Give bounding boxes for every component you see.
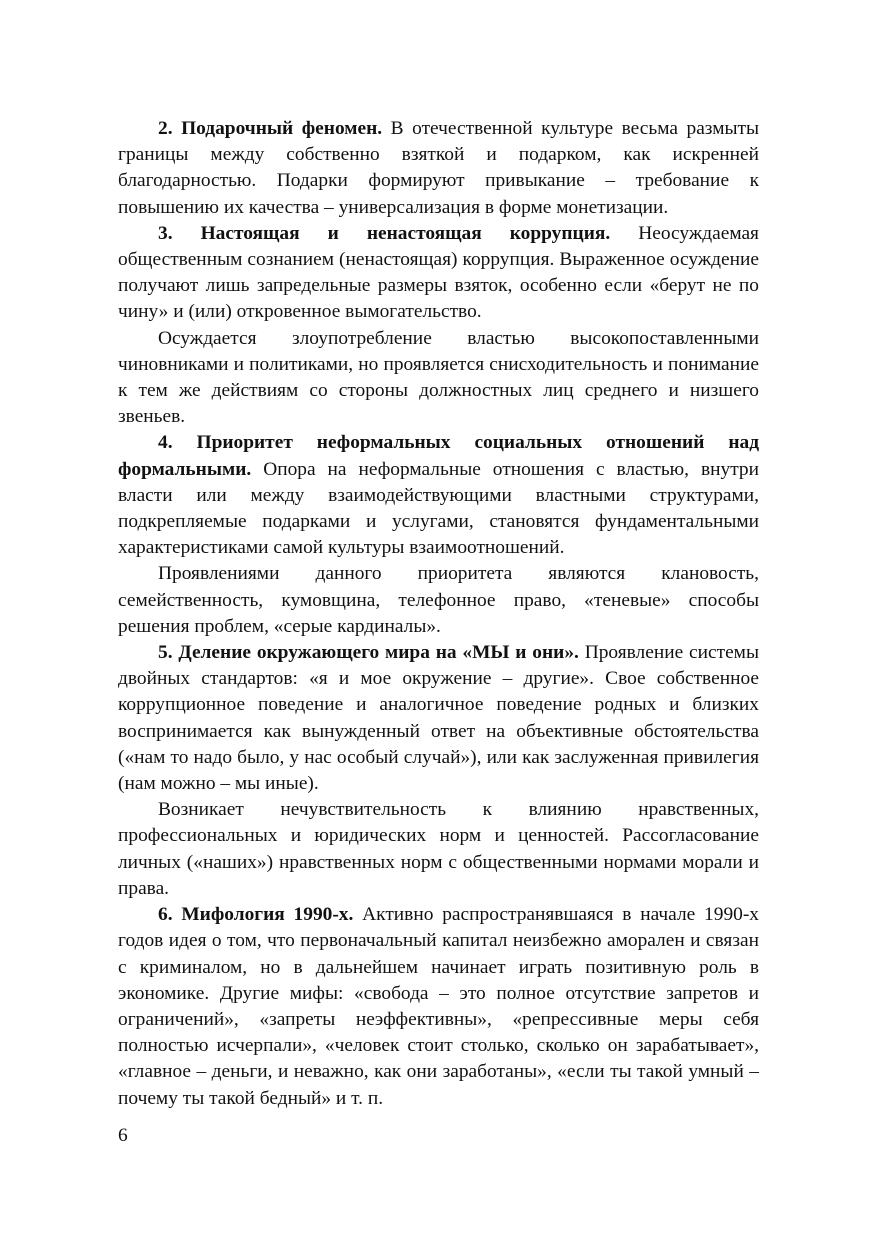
paragraph-informal-relations [118,430,759,561]
paragraph-heading: 6. Мифология 1990-х. [158,904,354,926]
paragraph-us-and-them [118,640,759,797]
paragraph-heading: 2. Подарочный феномен. [158,118,383,139]
paragraph-clan-manifestations [118,561,759,640]
paragraph-heading: 3. Настоящая и ненастоящая коррупция. [158,222,611,244]
page-body [118,116,759,1112]
paragraph-gift-phenomenon [118,116,759,221]
paragraph-text: Неосуждаемая общественным сознанием (ненастоящая) коррупция. Выраженное осуждение получают лишь запредельные размеры взяток, особенно если «берут не по чину» и (или) откровенное вымогательство. [118,222,759,323]
paragraph-text: Проявление системы двойных стандартов: «я и мое окружение – другие». Свое собственное коррупционное поведение и аналогичное поведение родных и близких воспринимается как вынужденный ответ на объективные обстоятельства («нам то надо было, у нас особый случай»), или как заслуженная привилегия (нам можно – мы иные). [118,642,759,795]
paragraph-real-corruption [118,221,759,326]
paragraph-abuse-of-power [118,326,759,431]
paragraph-insensitivity [118,797,759,902]
paragraph-text: Опора на неформальные отношения с властью, внутри власти или между взаимодействующими властными структурами, подкрепляемые подарками и услугами, становятся фундаментальными характеристиками самой культуры взаимоотношений. [118,458,759,559]
paragraph-text: Возникает нечувствительность к влиянию нравственных, профессиональных и юридических норм и ценностей. Рассогласование личных («наших») нравственных норм с общественными нормами морали и права. [118,799,759,899]
paragraph-mythology-1990s [118,902,759,1112]
paragraph-heading: 5. Деление окружающего мира на «МЫ и они». [158,642,579,664]
paragraph-text: Проявлениями данного приоритета являются клановость, семейственность, кумовщина, телефонное право, «теневые» способы решения проблем, «серые кардиналы». [118,563,759,637]
paragraph-text: В отечественной культуре весьма размыты границы между собственно взяткой и подарком, как искренней благодарностью. Подарки формируют привыкание – требование к повышению их качества – универсализация в форме монетизации. [118,118,759,218]
paragraph-text: Осуждается злоупотребление властью высокопоставленными чиновниками и политиками, но проявляется снисходительность и понимание к тем же действиям со стороны должностных лиц среднего и низшего звеньев. [118,327,759,428]
paragraph-heading: 4. Приоритет неформальных социальных отношений над формальными. [118,432,759,480]
page-number: 6 [118,1125,128,1146]
paragraph-text: Активно распространявшаяся в начале 1990-х годов идея о том, что первоначальный капитал неизбежно аморален и связан с криминалом, но в дальнейшем начинает играть позитивную роль в экономике. Другие мифы: «свобода – это полное отсутствие запретов и ограничений», «запреты неэффективны», «репрессивные меры себя полностью исчерпали», «человек стоит столько, сколько он зарабатывает», «главное – деньги, и неважно, как они заработаны», «если ты такой умный – почему ты такой бедный» и т. п. [118,904,759,1109]
